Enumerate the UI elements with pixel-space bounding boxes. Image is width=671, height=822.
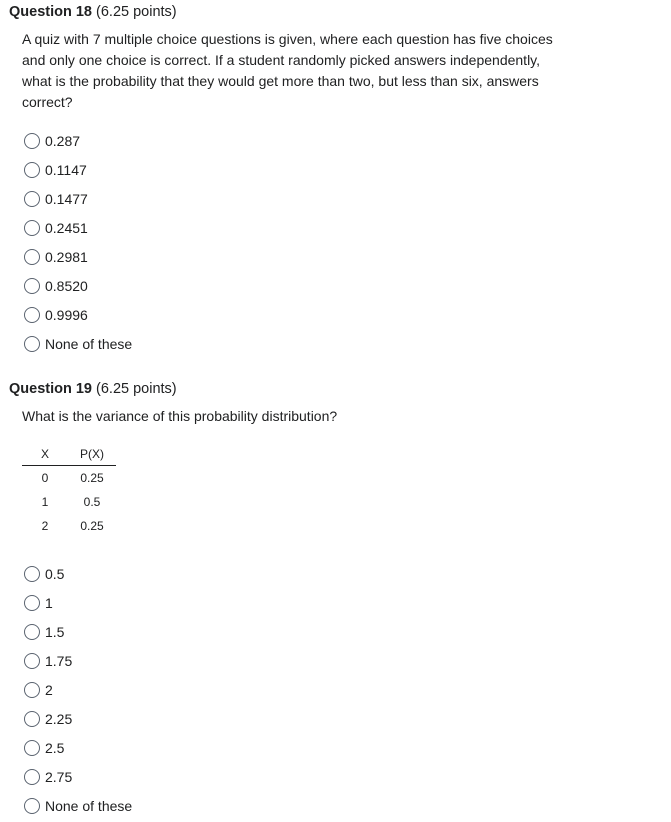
q18-choice-3[interactable] xyxy=(24,213,132,242)
question-18-choices xyxy=(24,126,132,358)
choice-label: 0.1477 xyxy=(45,190,88,207)
question-19-points: (6.25 points) xyxy=(96,381,177,397)
question-19-text: What is the variance of this probability distribution? xyxy=(22,408,338,424)
radio-button[interactable] xyxy=(24,336,40,352)
choice-label: 1 xyxy=(45,594,53,611)
radio-button[interactable] xyxy=(24,595,40,611)
table-row xyxy=(22,466,116,491)
probability-distribution-table xyxy=(22,443,116,538)
choice-label: 0.1147 xyxy=(45,161,87,178)
question-19-choices xyxy=(24,559,132,820)
choice-label: 0.8520 xyxy=(45,277,88,294)
choice-label: 2.25 xyxy=(45,710,73,727)
table-cell: 1 xyxy=(41,495,49,509)
q18-choice-7[interactable] xyxy=(24,329,132,358)
radio-button[interactable] xyxy=(24,133,40,149)
table-cell: 0 xyxy=(41,471,49,485)
radio-button[interactable] xyxy=(24,307,40,323)
question-19-header xyxy=(9,380,177,398)
q19-choice-5[interactable] xyxy=(24,704,132,733)
choice-label: 2.75 xyxy=(45,768,73,785)
choice-label: 2 xyxy=(45,681,53,698)
choice-label: 1.75 xyxy=(45,652,73,669)
column-header-px: P(X) xyxy=(68,443,116,466)
q18-choice-1[interactable] xyxy=(24,155,132,184)
radio-button[interactable] xyxy=(24,711,40,727)
radio-button[interactable] xyxy=(24,278,40,294)
q19-choice-4[interactable] xyxy=(24,675,132,704)
q18-choice-4[interactable] xyxy=(24,242,132,271)
radio-button[interactable] xyxy=(24,220,40,236)
q19-choice-6[interactable] xyxy=(24,733,132,762)
radio-button[interactable] xyxy=(24,624,40,640)
choice-label: 0.9996 xyxy=(45,306,88,323)
choice-label: 1.5 xyxy=(45,623,65,640)
q18-choice-0[interactable] xyxy=(24,126,132,155)
choice-label: 2.5 xyxy=(45,739,65,756)
choice-label: 0.287 xyxy=(45,132,81,149)
q19-choice-8[interactable] xyxy=(24,791,132,820)
choice-label: 0.2981 xyxy=(45,248,88,265)
question-18-points: (6.25 points) xyxy=(96,4,177,20)
table-cell: 0.25 xyxy=(80,519,104,533)
table-row xyxy=(22,514,116,538)
q18-choice-6[interactable] xyxy=(24,300,132,329)
table-cell: 0.25 xyxy=(80,471,104,485)
table-cell: 2 xyxy=(41,519,49,533)
q19-choice-3[interactable] xyxy=(24,646,132,675)
question-19-number: Question 19 xyxy=(9,381,92,397)
radio-button[interactable] xyxy=(24,682,40,698)
radio-button[interactable] xyxy=(24,249,40,265)
q19-choice-7[interactable] xyxy=(24,762,132,791)
q18-choice-2[interactable] xyxy=(24,184,132,213)
q19-choice-1[interactable] xyxy=(24,588,132,617)
question-18-header xyxy=(9,3,177,21)
table-cell: 0.5 xyxy=(83,495,101,509)
q19-choice-2[interactable] xyxy=(24,617,132,646)
table-header-row xyxy=(22,443,116,466)
radio-button[interactable] xyxy=(24,740,40,756)
question-18-text: A quiz with 7 multiple choice questions is given, where each question has five choices and only one choice is correct. If a student randomly picked answers independently, what is the probability that they would get more than two, but less than six, answers correct? xyxy=(22,31,553,110)
question-18-number: Question 18 xyxy=(9,4,92,20)
radio-button[interactable] xyxy=(24,798,40,814)
choice-label: None of these xyxy=(45,335,133,352)
radio-button[interactable] xyxy=(24,191,40,207)
radio-button[interactable] xyxy=(24,653,40,669)
radio-button[interactable] xyxy=(24,769,40,785)
choice-label: 0.2451 xyxy=(45,219,88,236)
choice-label: None of these xyxy=(45,797,133,814)
q18-choice-5[interactable] xyxy=(24,271,132,300)
q19-choice-0[interactable] xyxy=(24,559,132,588)
choice-label: 0.5 xyxy=(45,565,65,582)
column-header-x: X xyxy=(22,443,68,466)
table-row xyxy=(22,490,116,514)
radio-button[interactable] xyxy=(24,162,40,178)
radio-button[interactable] xyxy=(24,566,40,582)
